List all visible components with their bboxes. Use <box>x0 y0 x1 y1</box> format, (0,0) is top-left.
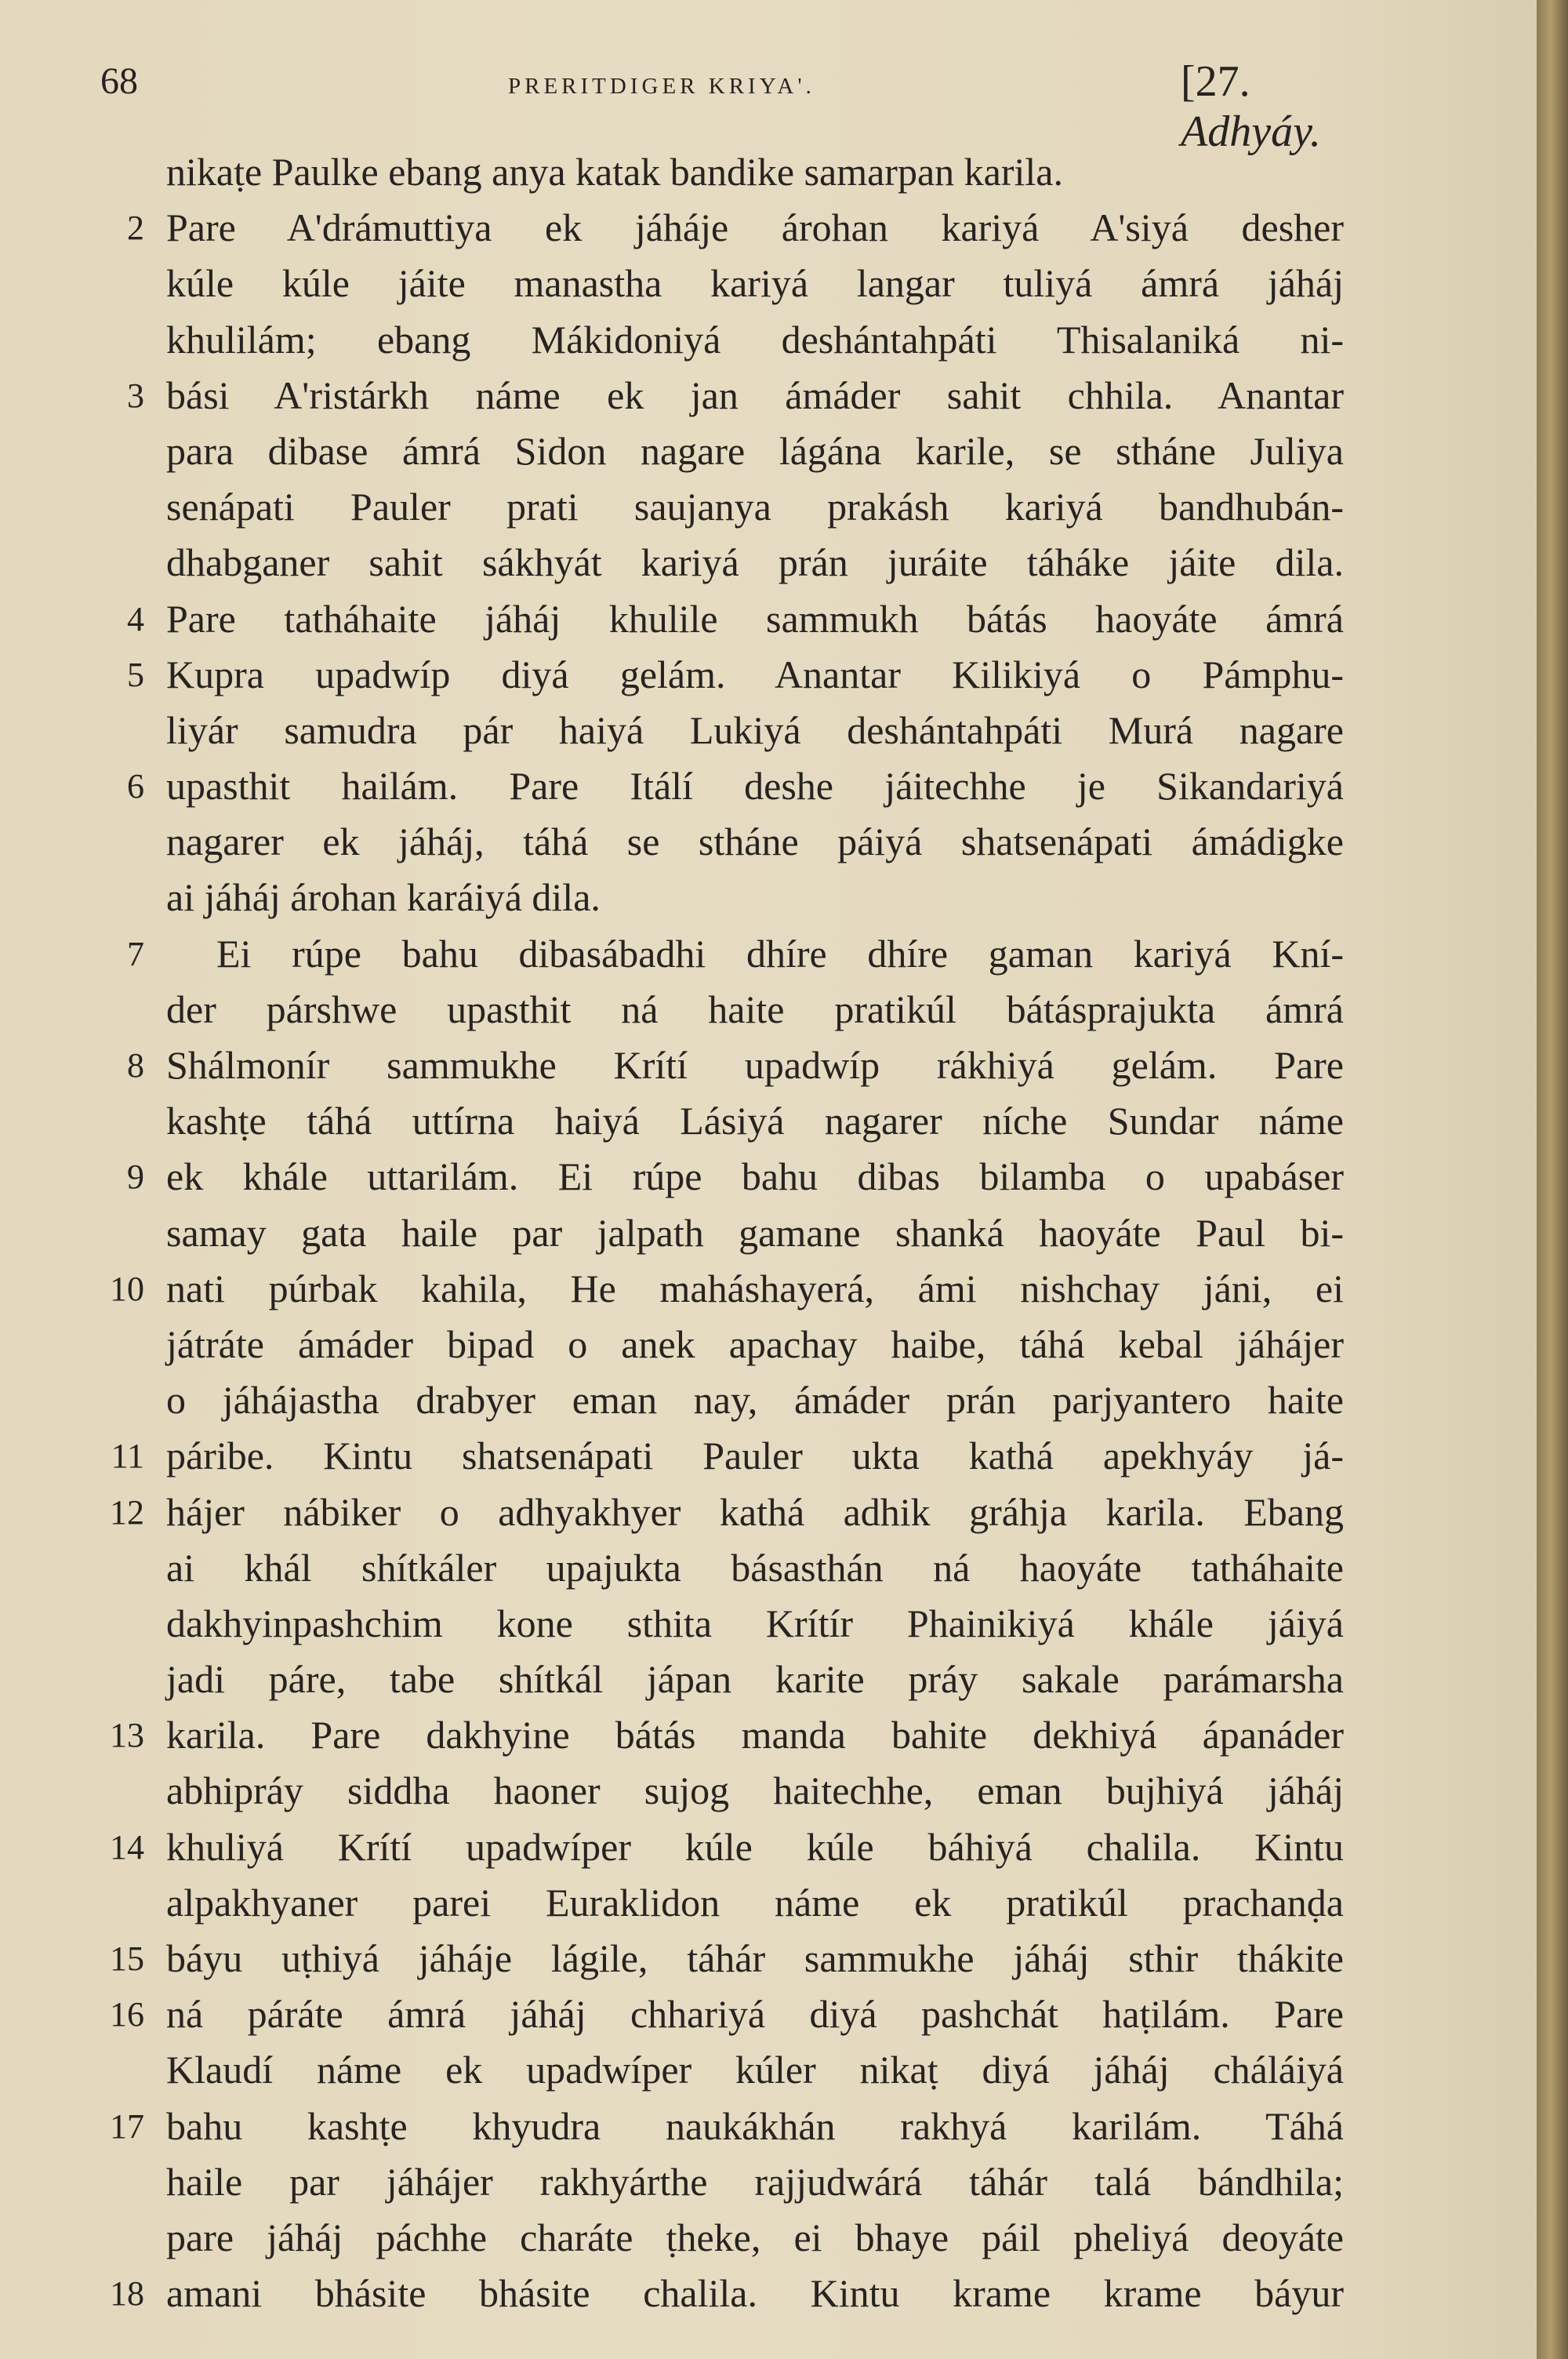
page-number: 68 <box>100 60 138 102</box>
verse-number: 9 <box>127 1158 144 1197</box>
line-text: Klaudí náme ek upadwíper kúler nikaṭ diyá jáháj cháláiyá <box>166 2048 1344 2092</box>
text-block <box>0 144 1537 2321</box>
line-text: alpakhyaner parei Euraklidon náme ek pratikúl prachanḍa <box>166 1880 1344 1925</box>
text-line <box>0 2154 1537 2210</box>
text-line <box>0 1931 1537 1986</box>
text-line <box>0 870 1537 925</box>
text-line <box>0 1819 1537 1875</box>
text-line <box>0 479 1537 535</box>
line-text: jadi páre, tabe shítkál jápan karite práy sakale parámarsha <box>166 1657 1344 1702</box>
line-text: der párshwe upasthit ná haite pratikúl bátásprajukta ámrá <box>166 987 1344 1031</box>
line-text: khuliyá Krítí upadwíper kúle kúle báhiyá chalila. Kintu <box>166 1824 1344 1869</box>
text-line <box>0 814 1537 870</box>
line-text: pare jáháj páchhe charáte ṭheke, ei bhaye páil pheliyá deoyáte <box>166 2215 1344 2259</box>
line-text: dhabganer sahit sákhyát kariyá prán juráite táháke jáite dila. <box>166 540 1344 585</box>
line-text: o jáhájastha drabyer eman nay, ámáder prán parjyantero haite <box>166 1378 1344 1423</box>
text-line <box>0 982 1537 1038</box>
text-line <box>0 1372 1537 1428</box>
text-line <box>0 368 1537 423</box>
page-edge <box>1537 0 1568 2359</box>
line-text: senápati Pauler prati saujanya prakásh kariyá bandhubán- <box>166 485 1344 529</box>
line-text: ai khál shítkáler upajukta básasthán ná haoyáte tatháhaite <box>166 1545 1344 1590</box>
line-text: hájer nábiker o adhyakhyer kathá adhik gráhja karila. Ebang <box>166 1489 1344 1534</box>
line-text: abhipráy siddha haoner sujog haitechhe, eman bujhiyá jáháj <box>166 1768 1344 1813</box>
line-text: páribe. Kintu shatsenápati Pauler ukta kathá apekhyáy já- <box>166 1434 1344 1478</box>
text-line <box>0 144 1537 200</box>
line-text: khulilám; ebang Mákidoniyá deshántahpáti Thisalaniká ni- <box>166 317 1344 362</box>
line-text: nikaṭe Paulke ebang anya katak bandike samarpan karila. <box>166 150 1063 194</box>
line-text: bási A'ristárkh náme ek jan ámáder sahit chhila. Anantar <box>166 373 1344 417</box>
line-text: samay gata haile par jalpath gamane shanká haoyáte Paul bi- <box>166 1210 1344 1255</box>
line-text: para dibase ámrá Sidon nagare lágána karile, se stháne Juliya <box>166 428 1344 473</box>
verse-number: 8 <box>127 1046 144 1085</box>
verse-number: 4 <box>127 599 144 638</box>
line-text: ek khále uttarilám. Ei rúpe bahu dibas bilamba o upabáser <box>166 1154 1344 1199</box>
chapter-bracket: [27. <box>1181 57 1250 106</box>
line-text: kúle kúle jáite manastha kariyá langar tuliyá ámrá jáháj <box>166 261 1344 306</box>
text-line <box>0 647 1537 703</box>
text-line <box>0 1763 1537 1819</box>
verse-number: 5 <box>127 655 144 694</box>
chapter-name: Adhyáy. <box>1181 107 1321 156</box>
text-line <box>0 703 1537 758</box>
verse-number: 18 <box>110 2274 144 2314</box>
text-line <box>0 1707 1537 1763</box>
text-line <box>0 1093 1537 1149</box>
verse-number: 10 <box>110 1269 144 1308</box>
line-text: nagarer ek jáháj, táhá se stháne páiyá shatsenápati ámádigke <box>166 820 1344 864</box>
text-line <box>0 591 1537 647</box>
verse-number: 2 <box>127 209 144 248</box>
line-text: karila. Pare dakhyine bátás manda bahite dekhiyá ápanáder <box>166 1713 1344 1757</box>
verse-number: 16 <box>110 1995 144 2034</box>
line-text: bahu kashṭe khyudra naukákhán rakhyá karilám. Táhá <box>166 2103 1344 2148</box>
line-text: dakhyinpashchim kone sthita Krítír Phainikiyá khále jáiyá <box>166 1601 1344 1645</box>
verse-number: 12 <box>110 1492 144 1532</box>
line-text: nati púrbak kahila, He maháshayerá, ámi nishchay jáni, ei <box>166 1266 1344 1310</box>
text-line <box>0 1875 1537 1931</box>
text-line <box>0 1596 1537 1652</box>
text-line <box>0 2042 1537 2098</box>
line-text: upasthit hailám. Pare Itálí deshe jáitechhe je Sikandariyá <box>166 764 1344 809</box>
running-title: PRERITDIGER KRIYA'. <box>508 74 815 99</box>
line-text: amani bhásite bhásite chalila. Kintu krame krame báyur <box>166 2271 1344 2316</box>
verse-number: 13 <box>110 1716 144 1755</box>
text-line <box>0 758 1537 814</box>
text-line <box>0 256 1537 311</box>
line-text: játráte ámáder bipad o anek apachay haibe, táhá kebal jáhájer <box>166 1321 1344 1366</box>
text-line <box>0 200 1537 256</box>
line-text: haile par jáhájer rakhyárthe rajjudwárá táhár talá bándhila; <box>166 2159 1344 2204</box>
text-line <box>0 535 1537 591</box>
text-line <box>0 2210 1537 2266</box>
text-line <box>0 1540 1537 1596</box>
line-text: Kupra upadwíp diyá gelám. Anantar Kilikiyá o Pámphu- <box>166 652 1344 696</box>
line-text: Pare A'drámuttiya ek jáháje árohan kariyá A'siyá desher <box>166 205 1344 250</box>
page-header <box>100 56 1347 156</box>
text-line <box>0 2099 1537 2154</box>
text-line <box>0 1038 1537 1093</box>
text-line <box>0 423 1537 479</box>
chapter-reference <box>1181 56 1347 157</box>
text-line <box>0 1205 1537 1261</box>
line-text: báyu uṭhiyá jáháje lágile, táhár sammukhe jáháj sthir thákite <box>166 1936 1344 1980</box>
verse-number: 14 <box>110 1827 144 1866</box>
verse-number: 3 <box>127 376 144 415</box>
text-line <box>0 1986 1537 2042</box>
text-line <box>0 1317 1537 1372</box>
verse-number: 6 <box>127 767 144 806</box>
text-line <box>0 312 1537 368</box>
text-line <box>0 1652 1537 1707</box>
line-text: ai jáháj árohan karáiyá dila. <box>166 875 601 920</box>
verse-number: 17 <box>110 2106 144 2146</box>
verse-number: 7 <box>127 934 144 973</box>
text-line <box>0 1428 1537 1484</box>
verse-number: 15 <box>110 1939 144 1978</box>
verse-number: 11 <box>111 1437 144 1476</box>
line-text: liyár samudra pár haiyá Lukiyá deshántahpáti Murá nagare <box>166 707 1344 752</box>
line-text: Shálmonír sammukhe Krítí upadwíp rákhiyá gelám. Pare <box>166 1043 1344 1087</box>
line-text: kashṭe táhá uttírna haiyá Lásiyá nagarer níche Sundar náme <box>166 1099 1344 1143</box>
text-line <box>0 1261 1537 1317</box>
line-text: ná páráte ámrá jáháj chhariyá diyá pashchát haṭilám. Pare <box>166 1992 1344 2037</box>
text-line <box>0 926 1537 982</box>
text-line <box>0 2266 1537 2321</box>
text-line <box>0 1485 1537 1540</box>
line-text: Ei rúpe bahu dibasábadhi dhíre dhíre gaman kariyá Kní- <box>216 931 1344 976</box>
text-line <box>0 1149 1537 1205</box>
line-text: Pare tatháhaite jáháj khulile sammukh bátás haoyáte ámrá <box>166 596 1344 641</box>
